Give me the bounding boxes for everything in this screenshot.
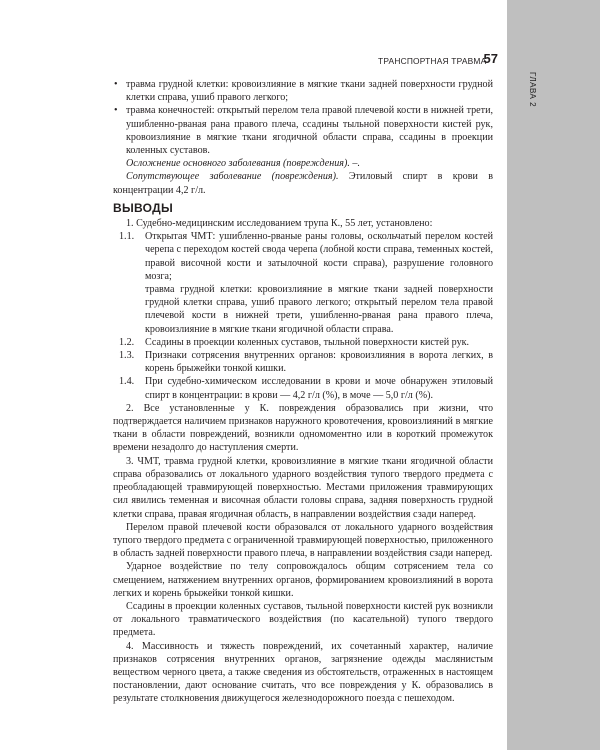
intro-bullet-list bbox=[113, 78, 493, 157]
page-header bbox=[378, 51, 498, 71]
sub-item bbox=[113, 336, 493, 349]
conclusions-heading: ВЫВОДЫ bbox=[113, 200, 174, 215]
sub-item-text: Признаки сотрясения внутренних органов: кровоизлияния в ворота легких, в корень брыжейки тонкой кишки. bbox=[145, 350, 493, 375]
sub-item-text: При судебно-химическом исследовании в крови и моче обнаружен этиловый спирт в концентрации: в крови — 4,2 г/л (%), в моче — 5,0 г/л (%). bbox=[145, 376, 493, 401]
page-number: 57 bbox=[483, 51, 498, 66]
sub-item-text: Ссадины в проекции коленных суставов, тыльной поверхности кистей рук. bbox=[145, 336, 470, 348]
sub-item-number: 1.4. bbox=[119, 376, 135, 388]
page-body bbox=[113, 78, 493, 706]
concomitant-label: Сопутствующее заболевание (повреждения). bbox=[126, 171, 339, 183]
paragraph: Перелом правой плечевой кости образовался от локального ударного воздействия тупого твердого предмета с ограниченной травмирующей поверхностью, приложенного в область задней поверхности правого плеча, в направлении воздействия сзади наперед. bbox=[113, 521, 493, 560]
conclusion-1: 1. Судебно-медицинским исследованием трупа К., 55 лет, установлено: bbox=[126, 218, 433, 230]
complication-line: Осложнение основного заболевания (повреждения). –. bbox=[126, 158, 360, 170]
sub-item-text: Открытая ЧМТ: ушибленно-рваные раны головы, оскольчатый перелом костей черепа с переходом костей свода черепа (лобной кости справа, теменных костей, правой височной кости и затылочной кости справа), разрушение головного мозга; bbox=[145, 231, 493, 282]
sub-item-number: 1.3. bbox=[119, 350, 135, 362]
concomitant-text: Этиловый спирт в крови в концентрации 4,2 г/л. bbox=[113, 171, 493, 196]
chapter-label: ГЛАВА 2 bbox=[528, 72, 537, 108]
running-head: ТРАНСПОРТНАЯ ТРАВМА bbox=[378, 56, 487, 66]
paragraph: Ссадины в проекции коленных суставов, тыльной поверхности кистей рук возникли от локального травматического воздействия (по касательной) тупого твердого предмета. bbox=[113, 600, 493, 639]
concomitant-line bbox=[113, 170, 493, 196]
sub-item-text-continued: травма грудной клетки: кровоизлияние в мягкие ткани задней поверхности грудной клетки справа, ушиб правого легкого; открытый перелом тела правой плечевой кости в нижней трети, ушибленно-рваная рана правого плеча, кровоизлияние в мягкие ткани ягодичной области справа. bbox=[145, 284, 493, 335]
sub-item bbox=[113, 349, 493, 375]
conclusion-sub-list bbox=[113, 230, 493, 402]
sub-item bbox=[113, 375, 493, 401]
paragraph: 4. Массивность и тяжесть повреждений, их сочетанный характер, наличие признаков сотрясения внутренних органов, загрязнение одежды маслянистым веществом черного цвета, а также сведения из обстоятельств, отраженных в настоящем постановлении, дают основание считать, что все повреждения у К. образовались в результате столкновения движущегося железнодорожного поезда с пешеходом. bbox=[113, 640, 493, 705]
paragraph: Ударное воздействие по телу сопровождалось общим сотрясением тела со смещением, натяжением внутренних органов, формированием кровоизлияний в ворота легких и корень брыжейки тонкой кишки. bbox=[113, 561, 493, 599]
chapter-side-tab bbox=[507, 0, 600, 750]
paragraph: 2. Все установленные у К. повреждения образовались при жизни, что подтверждается наличием признаков наружного кровотечения, кровоизлияний в мягкие ткани в области повреждений, возникли одномоментно или в короткий промежуток времени незадолго до наступления смерти. bbox=[113, 402, 493, 454]
sub-item bbox=[113, 230, 493, 336]
paragraph: 3. ЧМТ, травма грудной клетки, кровоизлияние в мягкие ткани ягодичной области справа образовались от локального ударного воздействия тупого твердого предмета с преобладающей травмирующей поверхностью. Местами приложения травмирующих сил явились теменная и височная области головы справа, задняя поверхность грудной клетки справа, правая ягодичная область, в направлении воздействия сзади наперед. bbox=[113, 455, 493, 520]
bullet-item: • травма грудной клетки: кровоизлияние в мягкие ткани задней поверхности грудной клетки справа, ушиб правого легкого; bbox=[113, 78, 493, 104]
sub-item-number: 1.2. bbox=[119, 336, 135, 348]
bullet-item: • травма конечностей: открытый перелом тела правой плечевой кости в нижней трети, ушибленно-рваная рана правого плеча, ссадины тыльной поверхности кистей рук, кровоизлияние в мягкие ткани ягодичной области справа, ссадины в проекции коленных суставов. bbox=[113, 104, 493, 157]
sub-item-number: 1.1. bbox=[119, 231, 135, 243]
